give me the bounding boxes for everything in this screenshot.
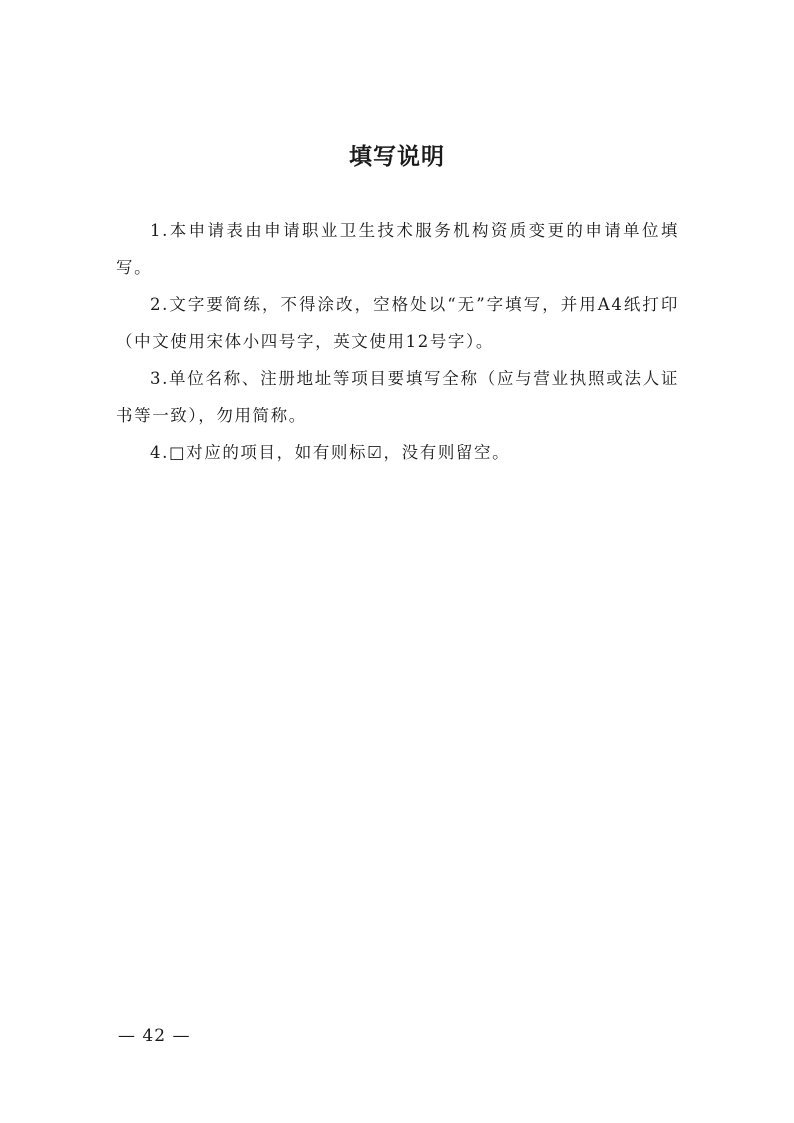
- instruction-paragraph-3: 3.单位名称、注册地址等项目要填写全称（应与营业执照或法人证书等一致），勿用简称。: [116, 369, 679, 425]
- instruction-paragraph-1: 1.本申请表由申请职业卫生技术服务机构资质变更的申请单位填写。: [116, 221, 679, 277]
- instruction-paragraph-4: 4.□对应的项目，如有则标☑，没有则留空。: [150, 443, 511, 462]
- instructions-body: [116, 212, 679, 471]
- instruction-paragraph-2: 2.文字要简练，不得涂改，空格处以“无”字填写，并用A4纸打印（中文使用宋体小四号字，英文使用12号字）。: [116, 295, 679, 351]
- page-title: 填写说明: [349, 144, 445, 170]
- page-number: — 42 —: [118, 1026, 191, 1046]
